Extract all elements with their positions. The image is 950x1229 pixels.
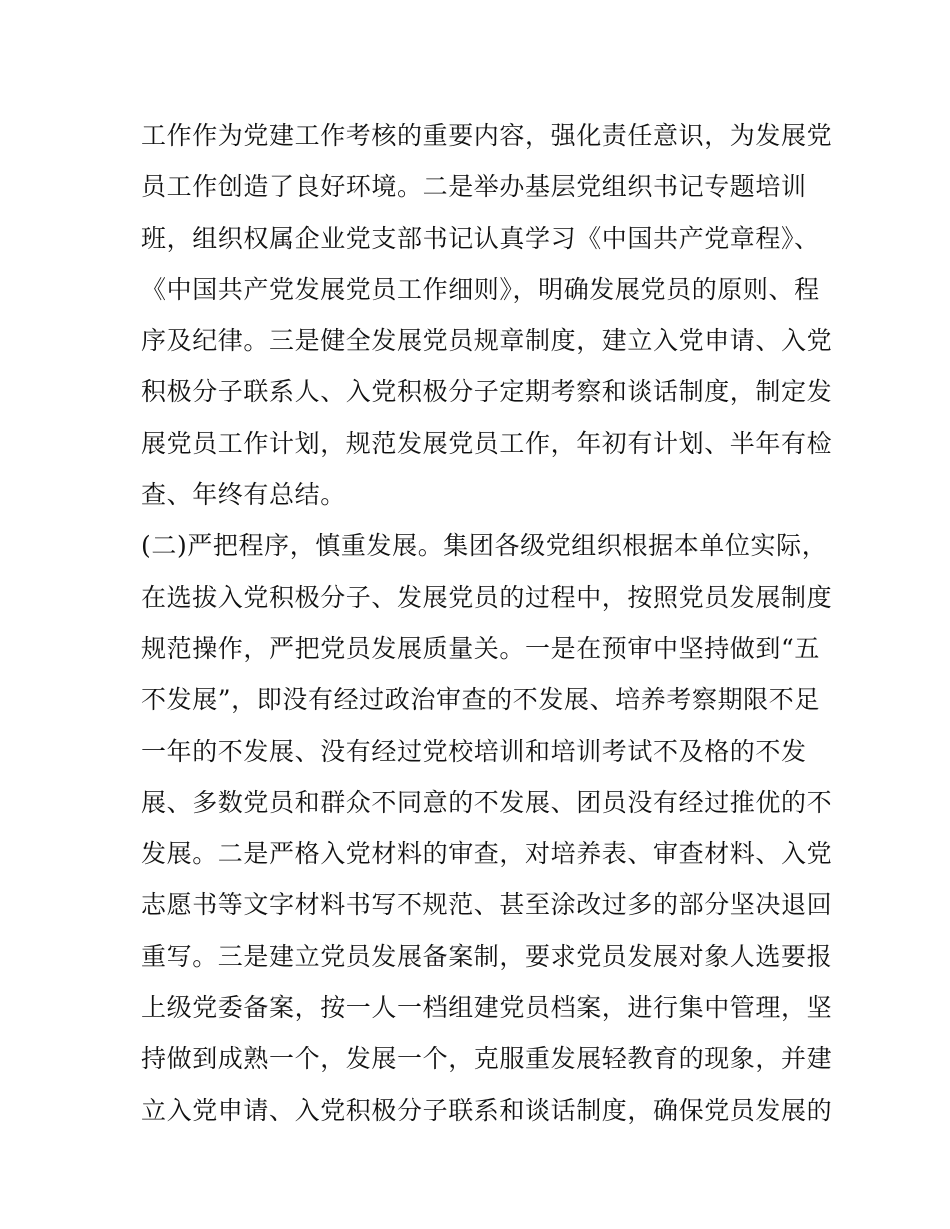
- text-line: 重写。三是建立党员发展备案制，要求党员发展对象人选要报: [141, 941, 833, 971]
- text-line: 《中国共产党发展党员工作细则》，明确发展党员的原则、程: [141, 274, 820, 304]
- text-line: 查、年终有总结。: [141, 480, 346, 510]
- text-line: 班，组织权属企业党支部书记认真学习《中国共产党章程》、: [141, 223, 820, 253]
- text-line: 积极分子联系人、入党积极分子定期考察和谈话制度，制定发: [141, 377, 833, 407]
- text-line: 规范操作，严把党员发展质量关。一是在预审中坚持做到“五: [141, 633, 820, 663]
- text-line: 发展。二是严格入党材料的审查，对培养表、审查材料、入党: [141, 839, 833, 869]
- text-line: 持做到成熟一个，发展一个，克服重发展轻教育的现象，并建: [141, 1044, 833, 1074]
- text-line: 工作作为党建工作考核的重要内容，强化责任意识，为发展党: [141, 121, 833, 150]
- body-text: [141, 110, 833, 1136]
- text-line: 不发展”，即没有经过政治审查的不发展、培养考察期限不足: [141, 685, 820, 715]
- text-line: 一年的不发展、没有经过党校培训和培训考试不及格的不发: [141, 736, 807, 766]
- text-line: 在选拔入党积极分子、发展党员的过程中，按照党员发展制度: [141, 582, 833, 612]
- text-line: 立入党申请、入党积极分子联系和谈话制度，确保党员发展的: [141, 1095, 833, 1125]
- text-line: 志愿书等文字材料书写不规范、甚至涂改过多的部分坚决退回: [141, 890, 833, 920]
- section-heading-line: (二)严把程序，慎重发展。集团各级党组织根据本单位实际，: [141, 531, 828, 561]
- text-line: 员工作创造了良好环境。二是举办基层党组织书记专题培训: [141, 172, 807, 202]
- text-line: 展、多数党员和群众不同意的不发展、团员没有经过推优的不: [141, 787, 833, 817]
- text-line: 序及纪律。三是健全发展党员规章制度，建立入党申请、入党: [141, 326, 833, 356]
- text-line: 上级党委备案，按一人一档组建党员档案，进行集中管理，坚: [141, 993, 833, 1023]
- text-line: 展党员工作计划，规范发展党员工作，年初有计划、半年有检: [141, 428, 833, 458]
